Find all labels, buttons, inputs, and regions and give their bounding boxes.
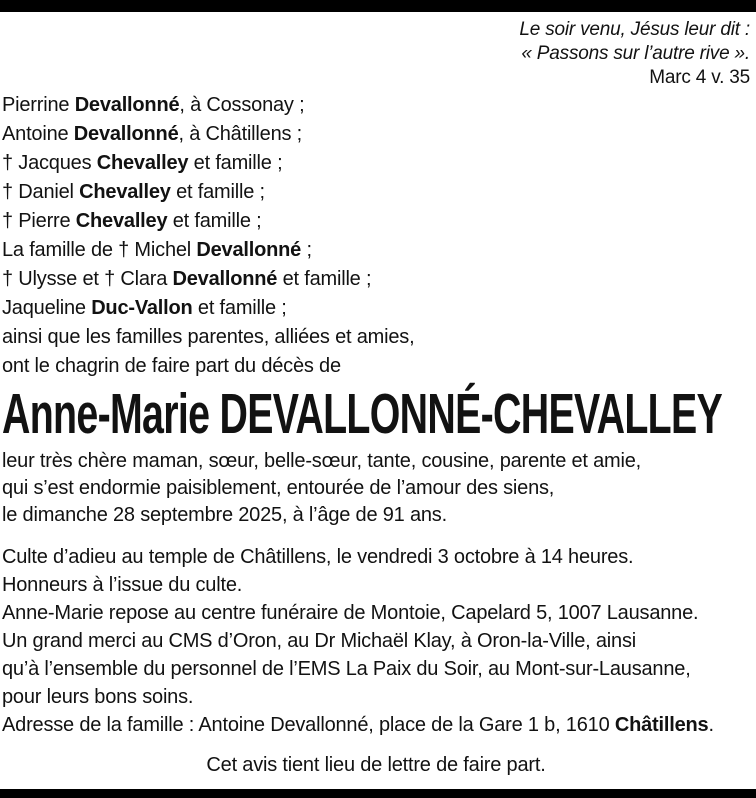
deceased-name-block xyxy=(2,381,750,447)
text-line xyxy=(2,627,750,655)
notice-content xyxy=(0,12,756,777)
deceased-name: Anne-Marie DEVALLONNÉ-CHEVALLEY xyxy=(2,382,723,446)
text-segment: , à Châtillens ; xyxy=(178,123,303,145)
text-segment: et famille ; xyxy=(188,152,283,174)
text-line xyxy=(2,502,750,529)
text-line xyxy=(2,120,750,149)
text-line xyxy=(2,655,750,683)
text-segment: ; xyxy=(301,239,312,261)
text-line xyxy=(2,543,750,571)
text-line xyxy=(2,91,750,120)
text-line xyxy=(2,323,750,352)
text-segment: qui s’est endormie paisiblement, entourée de l’amour des siens, xyxy=(2,477,555,499)
text-segment: leur très chère maman, sœur, belle-sœur, tante, cousine, parente et amie, xyxy=(2,450,642,472)
text-segment: Jaqueline xyxy=(2,297,92,319)
text-segment: et famille ; xyxy=(170,181,265,203)
text-segment: † Jacques xyxy=(2,152,97,174)
text-segment: Un grand merci au CMS d’Oron, au Dr Michaël Klay, à Oron-la-Ville, ainsi xyxy=(2,630,636,652)
lead-paragraph xyxy=(2,448,750,529)
text-segment: La famille de † Michel xyxy=(2,239,197,261)
text-line xyxy=(2,178,750,207)
text-segment: Culte d’adieu au temple de Châtillens, le vendredi 3 octobre à 14 heures. xyxy=(2,546,634,568)
text-segment: et famille ; xyxy=(192,297,287,319)
text-line xyxy=(2,571,750,599)
surname-bold: Chevalley xyxy=(96,152,189,174)
text-segment: Adresse de la famille : Antoine Devallonné, place de la Gare 1 b, 1610 xyxy=(2,714,615,736)
text-line xyxy=(2,448,750,475)
text-segment: † Ulysse et † Clara xyxy=(2,268,173,290)
epigraph-line: « Passons sur l’autre rive ». xyxy=(521,43,750,64)
surname-bold: Devallonné xyxy=(73,123,179,145)
text-segment: † Pierre xyxy=(2,210,76,232)
closing-line: Cet avis tient lieu de lettre de faire part. xyxy=(206,754,546,776)
text-line xyxy=(2,207,750,236)
text-segment: qu’à l’ensemble du personnel de l’EMS La Paix du Soir, au Mont-sur-Lausanne, xyxy=(2,658,691,680)
surname-bold: Devallonné xyxy=(172,268,278,290)
epigraph-line: Le soir venu, Jésus leur dit : xyxy=(519,19,750,40)
text-segment: le dimanche 28 septembre 2025, à l’âge de 91 ans. xyxy=(2,504,447,526)
text-line xyxy=(2,294,750,323)
text-line xyxy=(2,599,750,627)
text-segment: et famille ; xyxy=(277,268,372,290)
text-segment: Honneurs à l’issue du culte. xyxy=(2,574,243,596)
text-segment: Pierrine xyxy=(2,94,75,116)
text-segment: . xyxy=(708,714,714,736)
surname-bold: Duc-Vallon xyxy=(91,297,193,319)
text-line xyxy=(2,683,750,711)
text-segment: ainsi que les familles parentes, alliées et amies, xyxy=(2,326,415,348)
bottom-border-bar xyxy=(0,789,756,798)
surname-bold: Chevalley xyxy=(79,181,171,203)
epigraph-line: Marc 4 v. 35 xyxy=(649,67,750,88)
surname-bold: Châtillens xyxy=(614,714,709,736)
text-segment: , à Cossonay ; xyxy=(179,94,305,116)
scripture-epigraph xyxy=(2,18,750,90)
top-border-bar xyxy=(0,0,756,12)
text-segment: et famille ; xyxy=(167,210,262,232)
text-line xyxy=(2,352,750,381)
text-segment: Antoine xyxy=(2,123,74,145)
text-line xyxy=(2,265,750,294)
surname-bold: Devallonné xyxy=(196,239,302,261)
text-line xyxy=(2,475,750,502)
text-segment: † Daniel xyxy=(2,181,80,203)
text-line xyxy=(2,149,750,178)
surname-bold: Chevalley xyxy=(75,210,168,232)
text-line xyxy=(2,711,750,739)
family-list xyxy=(2,91,750,381)
details-paragraph xyxy=(2,543,750,739)
text-segment: ont le chagrin de faire part du décès de xyxy=(2,355,341,377)
surname-bold: Devallonné xyxy=(74,94,180,116)
text-segment: pour leurs bons soins. xyxy=(2,686,194,708)
text-segment: Anne-Marie repose au centre funéraire de Montoie, Capelard 5, 1007 Lausanne. xyxy=(2,602,699,624)
text-line xyxy=(2,236,750,265)
